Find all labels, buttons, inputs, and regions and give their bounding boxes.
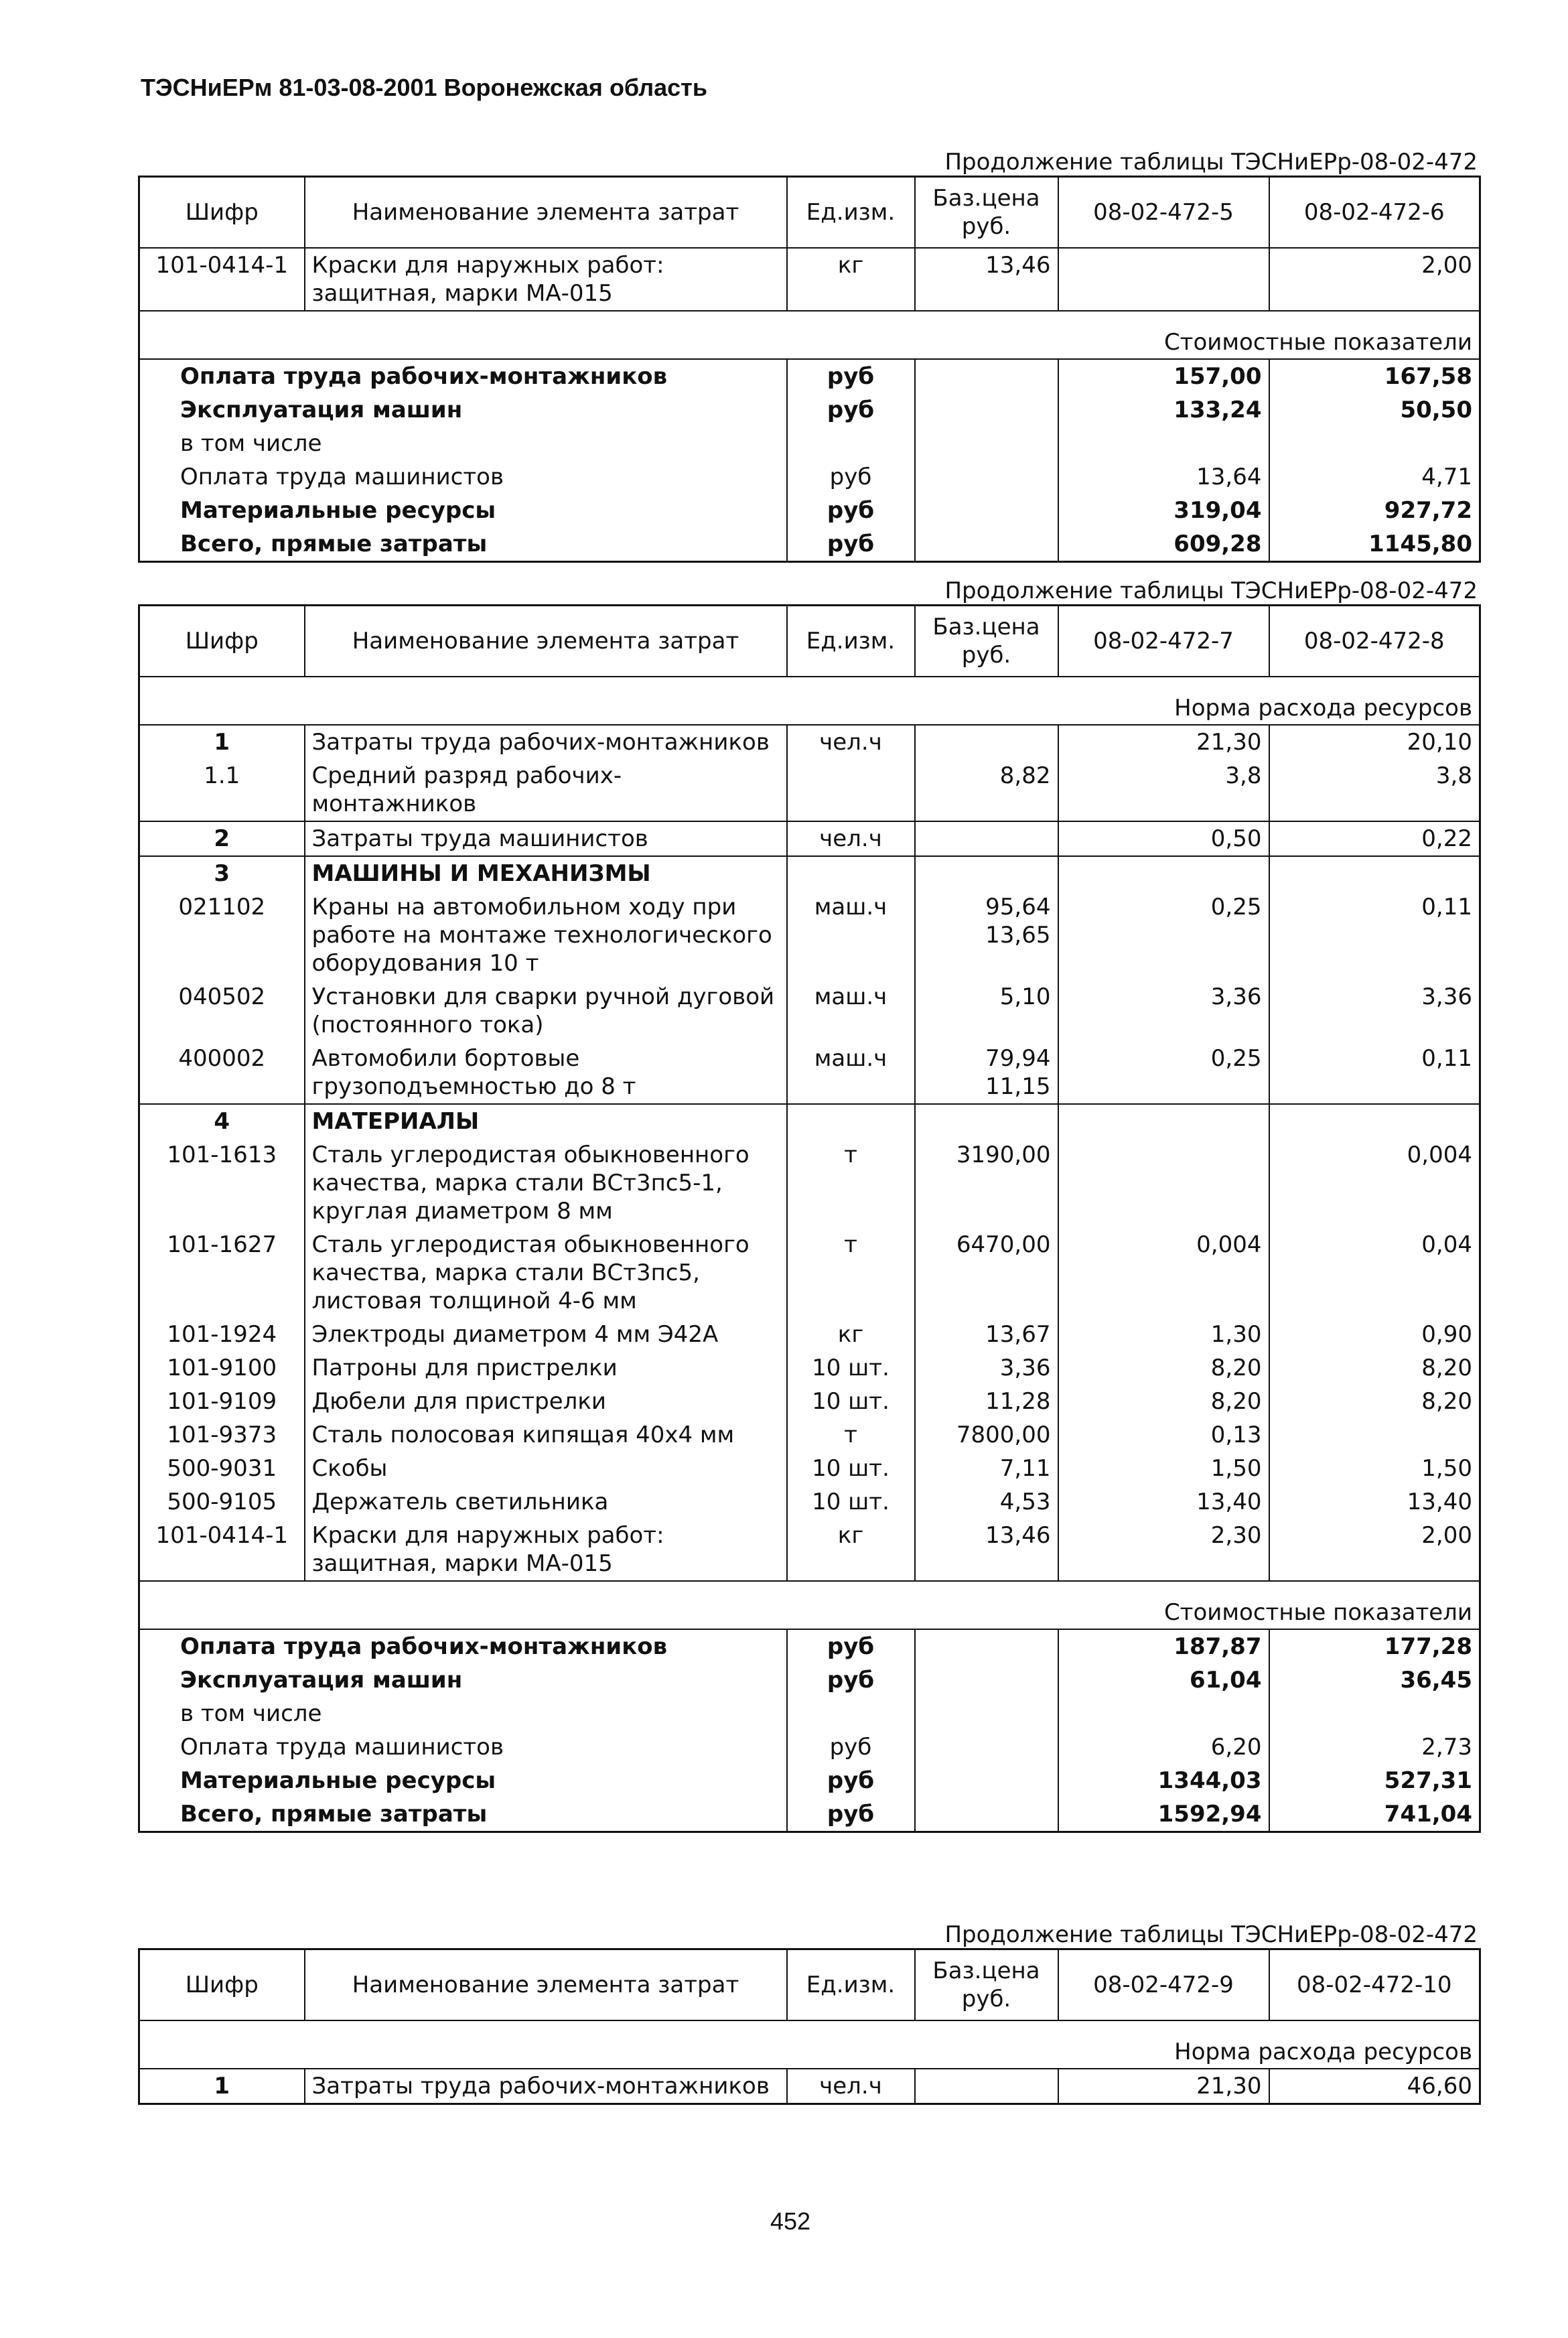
table-2-totals [139,1629,1480,1832]
table-header-row [139,177,1480,249]
row-code: 101-9100 [167,1355,277,1381]
row-code: 4 [139,1104,305,1138]
table-row [139,248,1480,311]
total-value-a: 6,20 [1058,1730,1269,1764]
table-section-1 [138,149,1479,563]
table-section-2 [138,577,1479,1833]
continuation-label: Продолжение таблицы ТЭСНиЕРр-08-02-472 [944,149,1478,176]
subheader: Норма расхода ресурсов [139,677,1480,725]
row-value-a: 0,004 [1058,1228,1269,1318]
totals-row [139,494,1480,527]
total-unit: руб [787,1797,915,1832]
row-value-b: 0,90 [1269,1318,1480,1351]
table-row [139,1385,1480,1418]
row-unit: 10 шт. [787,1452,915,1485]
totals-row [139,393,1480,427]
total-value-a: 187,87 [1058,1629,1269,1663]
totals-row [139,1663,1480,1697]
header-name: Наименование элемента затрат [305,1949,787,2021]
row-value-b: 0,004 [1269,1138,1480,1228]
row-unit: чел.ч [787,2069,915,2104]
row-unit: кг [787,1318,915,1351]
header-col-a: 08-02-472-5 [1058,177,1269,249]
row-unit: чел.ч [787,821,915,856]
row-value-b: 46,60 [1269,2069,1480,2104]
row-price: 13,46 [915,1519,1058,1581]
table-row [139,1452,1480,1485]
total-value-a: 61,04 [1058,1663,1269,1697]
row-price [915,821,1058,856]
total-value-a: 13,64 [1058,460,1269,494]
total-unit: руб [787,393,915,427]
row-price: 7,11 [915,1452,1058,1485]
total-price-empty [915,1663,1058,1697]
header-col-b: 08-02-472-8 [1269,606,1480,677]
total-price-empty [915,1764,1058,1797]
header-col-a: 08-02-472-7 [1058,606,1269,677]
row-value-a: 21,30 [1058,2069,1269,2104]
row-name: Затраты труда рабочих-монтажников [305,2069,787,2104]
total-value-b: 50,50 [1269,393,1480,427]
total-value-b: 36,45 [1269,1663,1480,1697]
row-price [915,2069,1058,2104]
header-unit: Ед.изм. [787,606,915,677]
row-value-a: 8,20 [1058,1385,1269,1418]
table-3-rows [139,2069,1480,2104]
total-value-b: 177,28 [1269,1629,1480,1663]
row-unit [787,1104,915,1138]
header-name: Наименование элемента затрат [305,606,787,677]
row-value-b: 8,20 [1269,1385,1480,1418]
header-price: Баз.цена руб. [915,606,1058,677]
row-price: 13,67 [915,1318,1058,1351]
table-row [139,1042,1480,1104]
total-value-a: 133,24 [1058,393,1269,427]
row-code: 101-0414-1 [155,252,289,279]
norms-table-1 [138,176,1481,563]
row-code: 500-9031 [167,1455,277,1482]
total-unit: руб [787,460,915,494]
total-value-a: 1592,94 [1058,1797,1269,1832]
row-name: Сталь полосовая кипящая 40х4 мм [305,1418,787,1452]
row-value-a [1058,856,1269,890]
table-section-3 [138,1921,1479,2105]
table-row [139,1485,1480,1519]
table-row [139,821,1480,856]
totals-row [139,1629,1480,1663]
header-price: Баз.цена руб. [915,1949,1058,2021]
total-price-empty [915,427,1058,460]
table-row [139,759,1480,821]
header-code: Шифр [139,177,305,249]
row-name: Сталь углеродистая обыкновенного качества, марка стали ВСт3пс5, листовая толщиной 4-6 мм [305,1228,787,1318]
row-name: Установки для сварки ручной дуговой (постоянного тока) [305,980,787,1042]
total-price-empty [915,460,1058,494]
total-unit: руб [787,1730,915,1764]
table-row [139,1104,1480,1138]
total-name: Оплата труда машинистов [180,464,504,490]
row-unit: кг [787,1519,915,1581]
header-code: Шифр [139,606,305,677]
row-code: 1.1 [204,762,240,789]
total-price-empty [915,494,1058,527]
row-unit: т [787,1138,915,1228]
continuation-label: Продолжение таблицы ТЭСНиЕРр-08-02-472 [944,1921,1478,1948]
row-code: 2 [139,821,305,856]
row-price: 5,10 [915,980,1058,1042]
totals-row [139,1764,1480,1797]
row-code: 400002 [178,1045,266,1072]
total-price-empty [915,393,1058,427]
total-unit: руб [787,1663,915,1697]
header-name: Наименование элемента затрат [305,177,787,249]
row-price: 95,64 13,65 [915,890,1058,980]
table-row [139,725,1480,759]
total-value-b: 2,73 [1269,1730,1480,1764]
table-row [139,980,1480,1042]
norms-table-2 [138,604,1481,1833]
row-value-b: 1,50 [1269,1452,1480,1485]
row-price: 79,94 11,15 [915,1042,1058,1104]
row-price: 6470,00 [915,1228,1058,1318]
table-row [139,1318,1480,1351]
table-row [139,890,1480,980]
row-code: 101-1613 [167,1142,277,1168]
total-name: в том числе [180,430,322,457]
total-price-empty [915,1797,1058,1832]
total-value-a [1058,1697,1269,1730]
row-unit: 10 шт. [787,1351,915,1385]
subheader: Стоимостные показатели [139,311,1480,359]
total-name: Оплата труда рабочих-монтажников [180,1633,668,1660]
row-value-a [1058,1138,1269,1228]
row-price: 13,46 [915,248,1058,311]
table-header-row [139,606,1480,677]
table-row [139,2069,1480,2104]
total-price-empty [915,359,1058,393]
row-name: Краски для наружных работ: защитная, марки МА-015 [305,248,787,311]
total-value-b: 741,04 [1269,1797,1480,1832]
row-code: 021102 [178,894,266,920]
total-value-a: 609,28 [1058,527,1269,562]
row-value-b: 13,40 [1269,1485,1480,1519]
row-unit: чел.ч [787,725,915,759]
row-unit: маш.ч [787,1042,915,1104]
total-name: Материальные ресурсы [180,497,496,524]
total-name: Всего, прямые затраты [180,1801,488,1828]
table-1-rows [139,248,1480,311]
row-name: Электроды диаметром 4 мм Э42А [305,1318,787,1351]
row-unit: маш.ч [787,890,915,980]
total-price-empty [915,527,1058,562]
page-number: 452 [770,2207,811,2235]
total-name: Оплата труда машинистов [180,1734,504,1761]
totals-row [139,427,1480,460]
table-row [139,856,1480,890]
total-unit: руб [787,1629,915,1663]
row-code: 101-9373 [167,1422,277,1448]
totals-row [139,1697,1480,1730]
row-value-a: 1,50 [1058,1452,1269,1485]
total-value-b [1269,1697,1480,1730]
row-value-b: 20,10 [1269,725,1480,759]
header-code: Шифр [139,1949,305,2021]
row-price [915,1104,1058,1138]
row-price: 11,28 [915,1385,1058,1418]
norms-table-3 [138,1948,1481,2105]
header-unit: Ед.изм. [787,177,915,249]
total-unit: руб [787,527,915,562]
row-unit: 10 шт. [787,1485,915,1519]
row-value-a: 3,8 [1058,759,1269,821]
page-header: ТЭСНиЕРм 81-03-08-2001 Воронежская область [141,74,707,101]
total-name: Эксплуатация машин [180,1667,463,1694]
row-unit [787,856,915,890]
total-value-a: 319,04 [1058,494,1269,527]
row-value-a: 0,25 [1058,890,1269,980]
row-name: Средний разряд рабочих-монтажников [305,759,787,821]
header-col-b: 08-02-472-6 [1269,177,1480,249]
total-unit: руб [787,359,915,393]
table-header-row [139,1949,1480,2021]
row-price: 4,53 [915,1485,1058,1519]
total-price-empty [915,1730,1058,1764]
total-name: Всего, прямые затраты [180,531,488,557]
totals-row [139,1797,1480,1832]
total-value-b: 4,71 [1269,460,1480,494]
row-price: 3,36 [915,1351,1058,1385]
row-value-a: 0,50 [1058,821,1269,856]
row-value-b: 2,00 [1269,1519,1480,1581]
row-name: Затраты труда рабочих-монтажников [305,725,787,759]
row-code: 1 [214,2073,230,2100]
row-value-a: 8,20 [1058,1351,1269,1385]
total-value-b: 927,72 [1269,494,1480,527]
totals-row [139,527,1480,562]
header-unit: Ед.изм. [787,1949,915,2021]
totals-row [139,359,1480,393]
row-value-b [1269,1104,1480,1138]
row-value-b: 2,00 [1269,248,1480,311]
row-code: 3 [139,856,305,890]
continuation-label: Продолжение таблицы ТЭСНиЕРр-08-02-472 [944,577,1478,604]
totals-row [139,1730,1480,1764]
row-unit: т [787,1418,915,1452]
row-code: 500-9105 [167,1489,277,1515]
row-value-b: 0,11 [1269,1042,1480,1104]
row-name: Краски для наружных работ: защитная, марки МА-015 [305,1519,787,1581]
table-row [139,1519,1480,1581]
total-value-a: 157,00 [1058,359,1269,393]
row-value-b: 3,8 [1269,759,1480,821]
row-code: 1 [214,729,230,756]
row-value-a [1058,248,1269,311]
total-value-a [1058,427,1269,460]
header-col-b: 08-02-472-10 [1269,1949,1480,2021]
header-col-a: 08-02-472-9 [1058,1949,1269,2021]
row-unit [787,759,915,821]
table-1-totals [139,359,1480,562]
total-value-a: 1344,03 [1058,1764,1269,1797]
row-unit: т [787,1228,915,1318]
row-name: Краны на автомобильном ходу при работе на монтаже технологического оборудования 10 т [305,890,787,980]
row-name: Держатель светильника [305,1485,787,1519]
total-unit: руб [787,1764,915,1797]
row-value-a: 21,30 [1058,725,1269,759]
total-value-b [1269,427,1480,460]
row-price: 3190,00 [915,1138,1058,1228]
row-name: Патроны для пристрелки [305,1351,787,1385]
row-price [915,725,1058,759]
row-value-b: 0,04 [1269,1228,1480,1318]
totals-row [139,460,1480,494]
total-price-empty [915,1629,1058,1663]
row-code: 101-0414-1 [155,1522,289,1549]
row-code: 040502 [178,983,266,1010]
row-code: 101-1924 [167,1321,277,1348]
total-value-b: 527,31 [1269,1764,1480,1797]
row-code: 101-1627 [167,1231,277,1258]
row-value-a [1058,1104,1269,1138]
total-value-b: 167,58 [1269,359,1480,393]
row-value-a: 0,13 [1058,1418,1269,1452]
row-unit: 10 шт. [787,1385,915,1418]
row-value-b [1269,1418,1480,1452]
row-name: МАШИНЫ И МЕХАНИЗМЫ [305,856,787,890]
total-unit [787,1697,915,1730]
row-value-b: 0,22 [1269,821,1480,856]
header-price: Баз.цена руб. [915,177,1058,249]
row-price: 7800,00 [915,1418,1058,1452]
row-value-a: 3,36 [1058,980,1269,1042]
table-row [139,1418,1480,1452]
row-name: Сталь углеродистая обыкновенного качества, марка стали ВСт3пс5-1, круглая диаметром 8 мм [305,1138,787,1228]
row-value-a: 0,25 [1058,1042,1269,1104]
total-name: Материальные ресурсы [180,1767,496,1794]
total-name: в том числе [180,1700,322,1727]
row-value-a: 13,40 [1058,1485,1269,1519]
row-unit: кг [787,248,915,311]
subheader: Норма расхода ресурсов [139,2020,1480,2069]
row-name: Дюбели для пристрелки [305,1385,787,1418]
row-name: Скобы [305,1452,787,1485]
total-unit [787,427,915,460]
row-name: Затраты труда машинистов [305,821,787,856]
row-name: МАТЕРИАЛЫ [305,1104,787,1138]
row-name: Автомобили бортовые грузоподъемностью до 8 т [305,1042,787,1104]
row-price: 8,82 [915,759,1058,821]
row-value-b: 0,11 [1269,890,1480,980]
table-2-rows [139,725,1480,1581]
table-row [139,1138,1480,1228]
total-value-b: 1145,80 [1269,527,1480,562]
row-value-b: 8,20 [1269,1351,1480,1385]
total-unit: руб [787,494,915,527]
total-price-empty [915,1697,1058,1730]
row-value-b [1269,856,1480,890]
row-value-a: 2,30 [1058,1519,1269,1581]
row-value-b: 3,36 [1269,980,1480,1042]
row-unit: маш.ч [787,980,915,1042]
total-name: Оплата труда рабочих-монтажников [180,363,668,390]
row-value-a: 1,30 [1058,1318,1269,1351]
row-code: 101-9109 [167,1388,277,1415]
total-name: Эксплуатация машин [180,397,463,423]
row-price [915,856,1058,890]
table-row [139,1351,1480,1385]
subheader: Стоимостные показатели [139,1581,1480,1629]
table-row [139,1228,1480,1318]
